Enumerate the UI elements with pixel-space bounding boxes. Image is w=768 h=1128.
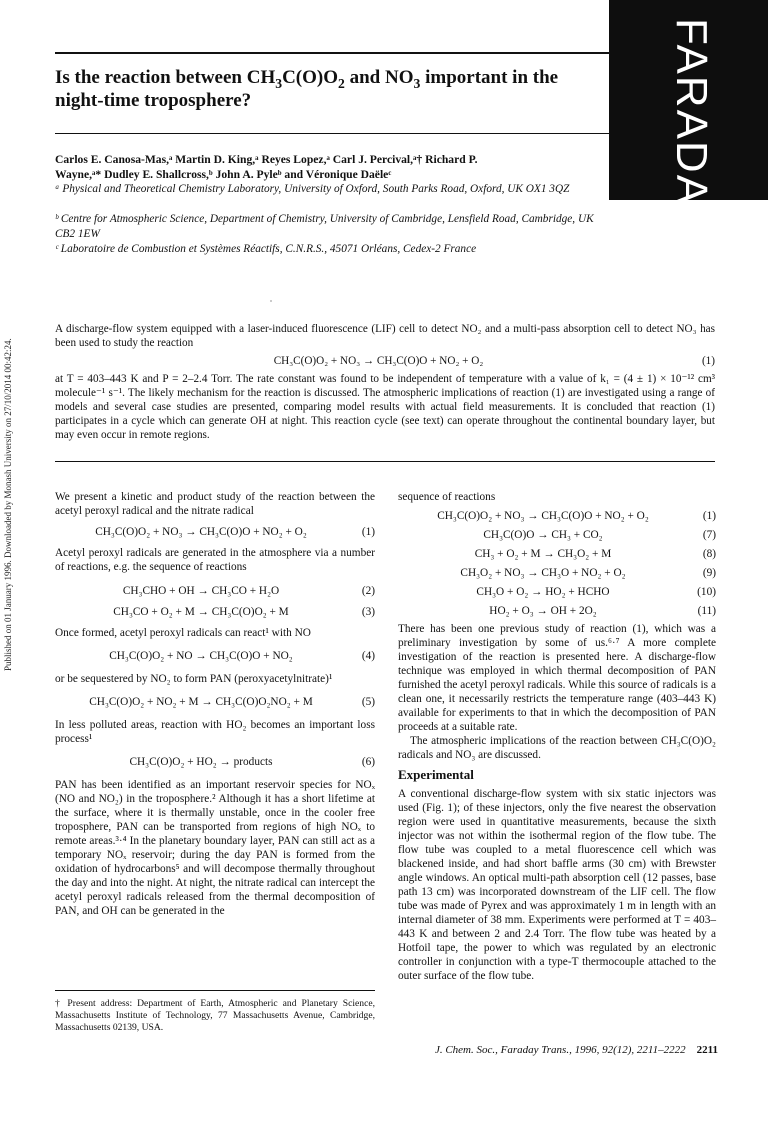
abstract: A discharge-flow system equipped with a laser-induced fluorescence (LIF) cell to detect NO₂ and a multi-pass absorption cell to detect NO₃ has been used to study the reaction CH₃C(O)O₂ + NO₃ → CH₃C(O)O + NO₂ + O₂ (1) at T = 403–443 K and P = 2–2.4 Torr. The rate constant was found to be independent of temperature with a value of k₁ = (4 ± 1) × 10⁻¹² cm³ molecule⁻¹ s⁻¹. The likely mechanism for the reaction is discussed. The atmospheric implications of reaction (1) are investigated using a range of models and several case studies are presented, comparing model results with actual field measurements. It is concluded that reaction (1) participates in a cycle which can generate OH at night. This reaction cycle (see text) can operate throughout the continental boundary layer, but may even occur in remote regions. — [55, 323, 715, 441]
journal-citation: J. Chem. Soc., Faraday Trans., 1996, 92(12), 2211–2222 2211 — [434, 1044, 718, 1056]
affiliation-oxford: ᵃ Physical and Theoretical Chemistry Laboratory, University of Oxford, South Parks Road, Oxford, UK OX1 3QZ — [55, 183, 570, 195]
equation-1: CH₃C(O)O₂ + NO₃ → CH₃C(O)O + NO₂ + O₂ — [95, 526, 307, 538]
section-heading-experimental: Experimental — [398, 767, 474, 782]
speck — [270, 300, 272, 302]
equation-5: CH₃C(O)O₂ + NO₂ + M → CH₃C(O)O₂NO₂ + M — [89, 696, 313, 708]
footnote: † Present address: Department of Earth, Atmospheric and Planetary Science, Massachusetts Institute of Technology, 77 Massachusetts Avenue, Cambridge, Massachusetts 02139, USA. — [55, 998, 375, 1033]
abstract-rule — [55, 461, 715, 462]
author-list: Carlos E. Canosa-Mas,ᵃ Martin D. King,ᵃ Reyes Lopez,ᵃ Carl J. Percival,ᵃ† Richard P. Wayne,ᵃ* Dudley E. Shallcross,ᵇ John A. Pyleᵇ and Véronique Daëleᶜ — [55, 153, 478, 181]
equation-2: CH₃CHO + OH → CH₃CO + H₂O — [122, 585, 280, 597]
page-number: 2211 — [696, 1044, 718, 1056]
affiliation-orleans: ᶜ Laboratoire de Combustion et Systèmes Réactifs, C.N.R.S., 45071 Orléans, Cedex-2 France — [55, 243, 477, 255]
equation-11: HO₂ + O₃ → OH + 2O₂ — [489, 605, 597, 617]
title-rule — [55, 133, 610, 134]
equation-9: CH₃O₂ + NO₃ → CH₃O + NO₂ + O₂ — [460, 567, 626, 579]
equation-1b: CH₃C(O)O₂ + NO₃ → CH₃C(O)O + NO₂ + O₂ — [437, 510, 649, 522]
equation-3: CH₃CO + O₂ + M → CH₃C(O)O₂ + M — [113, 606, 289, 618]
download-note: Published on 01 January 1996. Downloaded by Monash University on 27/10/2014 00:42:24. — [3, 338, 13, 672]
footnote-rule — [55, 990, 375, 991]
equation-4: CH₃C(O)O₂ + NO → CH₃C(O)O + NO₂ — [109, 650, 293, 662]
equation-10: CH₃O + O₂ → HO₂ + HCHO — [476, 586, 610, 598]
equation-7: CH₃C(O)O → CH₃ + CO₂ — [483, 529, 603, 541]
equation-8: CH₃ + O₂ + M → CH₃O₂ + M — [474, 548, 612, 560]
equation-6: CH₃C(O)O₂ + HO₂ → products — [129, 756, 273, 768]
left-column: We present a kinetic and product study of the reaction between the acetyl peroxyl radical and the nitrate radical CH₃C(O)O₂ + NO₃ → CH₃C(O)O + NO₂ + O₂ (1) Acetyl peroxyl radicals are generated in the atmosphere via a number of reactions, e.g. the sequence of reactions CH₃CHO + OH → CH₃CO + H₂O (2) CH₃CO + O₂ + M → CH₃C(O)O₂ + M (3) Once formed, acetyl peroxyl radicals can react¹ with NO CH₃C(O)O₂ + NO → CH₃C(O)O + NO₂ (4) or be sequestered by NO₂ to form PAN (peroxyacetylnitrate)¹ CH₃C(O)O₂ + NO₂ + M → CH₃C(O)O₂NO₂ + M (5) In less polluted areas, reaction with HO₂ becomes an important loss process¹ CH₃C(O)O₂ + HO₂ → products (6) PAN has been identified as an important reservoir species for NOₓ (NO and NO₂) in the troposphere.² Although it has a short lifetime at the surface, where it is thermally unstable, once in the cooler free troposphere, PAN can be transported from regions of high NOₓ to remote areas.³·⁴ In the planetary boundary layer, PAN can still act as a temporary NOₓ reservoir; during the day PAN is formed from the oxidation of hydrocarbons⁵ and will decompose thermally throughout the day and into the night. At night, the nitrate radical can intercept the acetyl peroxyl radicals released from the thermal decomposition of PAN, and OH can be generated in the — [55, 491, 375, 917]
right-column: sequence of reactions CH₃C(O)O₂ + NO₃ → CH₃C(O)O + NO₂ + O₂ (1) CH₃C(O)O → CH₃ + CO₂ (7) CH₃ + O₂ + M → CH₃O₂ + M (8) CH₃O₂ + NO₃ → CH₃O + NO₂ + O₂ (9) CH₃O + O₂ → HO₂ + HCHO (10) HO₂ + O₃ → OH + 2O₂ (11) There has been one previous study of reaction (1), which was a preliminary investigation by some of us.⁶·⁷ A more complete investigation of the reaction is presented here. A discharge-flow technique was employed in which thermal decomposition of PAN furnished the acetyl peroxyl radicals. While this source of radicals is a clean one, it necessarily restricts the temperature range (403–443 K) available for experiments to that in which the decomposition of PAN proceeds at a suitable rate. The atmospheric implications of the reaction between CH₃C(O)O₂ radicals and NO₃ are discussed. Experimental A conventional discharge-flow system with six static injectors was used (Fig. 1); of these injectors, only the five nearest the observation region were used in quantitative measurements, because the sixth injector was not within the isothermal region of the flow tube. The flow tube was coupled to a metal fluorescence cell which was blackened inside, and had short baffle arms (30 cm) with Brewster angle windows. An optical multi-path absorption cell (12 passes, base path 13 cm) was incorporated downstream of the LIF cell. The flow tube was made of Pyrex and was approximately 1 m in length with an internal diameter of 38 mm. Experiments were performed at T = 403–443 K and between 2 and 2.4 Torr. The flow tube was heated by a Hotfoil tape, the power to which was regulated by an electronic controller in conjunction with a type-T thermocouple attached to the outer surface of the flow tube. — [398, 491, 716, 982]
article-title: Is the reaction between $CH_3C(O)O_2$ and $NO_3$ important in the night-time troposphere? — [55, 67, 559, 111]
abstract-equation: CH₃C(O)O₂ + NO₃ → CH₃C(O)O + NO₂ + O₂ — [273, 355, 484, 367]
faraday-banner-text: FARADAY — [667, 18, 716, 235]
affiliation-cambridge: ᵇ Centre for Atmospheric Science, Department of Chemistry, University of Cambridge, Lensfield Road, Cambridge, UK CB2 1EW — [55, 213, 594, 240]
top-rule — [55, 52, 610, 54]
